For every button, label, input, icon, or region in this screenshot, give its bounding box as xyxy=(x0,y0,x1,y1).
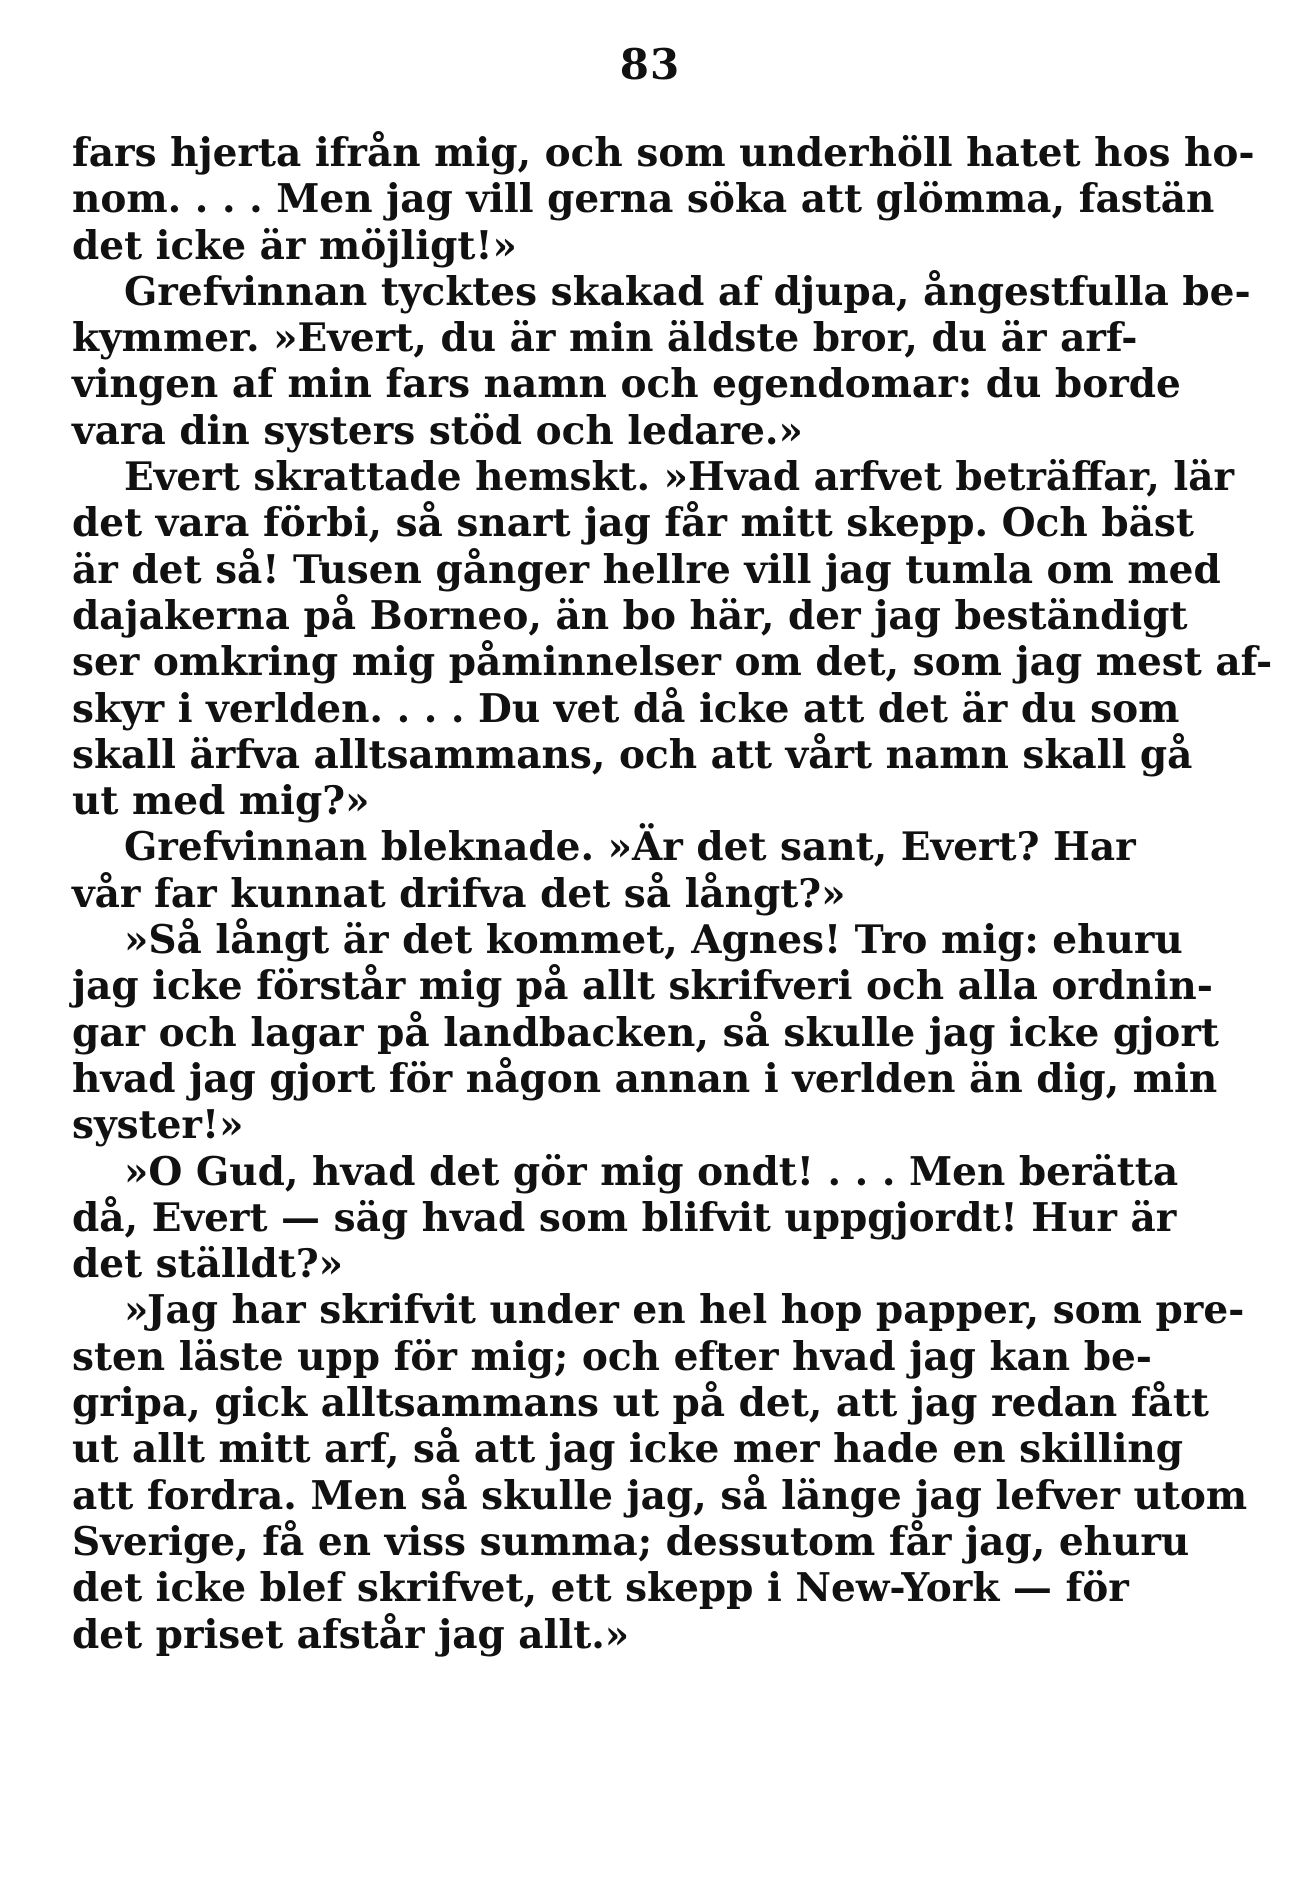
text-line: »O Gud, hvad det gör mig ondt! . . . Men berätta xyxy=(124,1148,1179,1195)
text-line: ut allt mitt arf, så att jag icke mer hade en skilling xyxy=(72,1426,1184,1473)
text-line: ser omkring mig påminnelser om det, som jag mest af- xyxy=(72,639,1273,686)
text-line: sten läste upp för mig; och efter hvad jag kan be- xyxy=(72,1333,1152,1380)
text-line: vår far kunnat drifva det så långt?» xyxy=(72,870,846,917)
text-line: är det så! Tusen gånger hellre vill jag tumla om med xyxy=(72,546,1221,593)
text-line: Grefvinnan bleknade. »Är det sant, Evert? Har xyxy=(124,824,1136,871)
text-line: det vara förbi, så snart jag får mitt skepp. Och bäst xyxy=(72,500,1194,547)
page-number: 83 xyxy=(619,40,681,89)
text-line: Sverige, få en viss summa; dessutom får jag, ehuru xyxy=(72,1518,1190,1565)
text-line: nom. . . . Men jag vill gerna söka att glömma, fastän xyxy=(72,176,1215,223)
text-line: Evert skrattade hemskt. »Hvad arfvet beträffar, lär xyxy=(124,454,1235,501)
text-line: skall ärfva alltsammans, och att vårt namn skall gå xyxy=(72,731,1193,778)
text-line: vingen af min fars namn och egendomar: du borde xyxy=(72,361,1181,408)
text-line: då, Evert — säg hvad som blifvit uppgjordt! Hur är xyxy=(72,1194,1177,1241)
text-line: det icke blef skrifvet, ett skepp i New-York — för xyxy=(72,1565,1129,1612)
body-text xyxy=(72,130,1273,1658)
text-line: skyr i verlden. . . . Du vet då icke att det är du som xyxy=(72,685,1180,732)
text-line: det priset afstår jag allt.» xyxy=(72,1611,630,1658)
text-line: ut med mig?» xyxy=(72,778,370,825)
text-line: »Så långt är det kommet, Agnes! Tro mig: ehuru xyxy=(124,917,1183,964)
text-line: kymmer. »Evert, du är min äldste bror, du är arf- xyxy=(72,315,1138,362)
text-line: gar och lagar på landbacken, så skulle jag icke gjort xyxy=(72,1009,1219,1056)
text-line: vara din systers stöd och ledare.» xyxy=(72,407,803,454)
text-line: gripa, gick alltsammans ut på det, att jag redan fått xyxy=(72,1380,1209,1427)
text-line: att fordra. Men så skulle jag, så länge jag lefver utom xyxy=(72,1472,1248,1519)
text-line: fars hjerta ifrån mig, och som underhöll hatet hos ho- xyxy=(72,130,1255,176)
text-line: Grefvinnan tycktes skakad af djupa, ångestfulla be- xyxy=(124,268,1251,315)
text-line: det ställdt?» xyxy=(72,1241,344,1288)
text-line: det icke är möjligt!» xyxy=(72,222,517,269)
text-line: jag icke förstår mig på allt skrifveri och alla ordnin- xyxy=(72,963,1213,1010)
text-line: dajakerna på Borneo, än bo här, der jag beständigt xyxy=(72,592,1188,639)
text-line: »Jag har skrifvit under en hel hop papper, som pre- xyxy=(124,1287,1245,1334)
text-line: hvad jag gjort för någon annan i verlden än dig, min xyxy=(72,1055,1218,1102)
text-line: syster!» xyxy=(72,1102,244,1149)
